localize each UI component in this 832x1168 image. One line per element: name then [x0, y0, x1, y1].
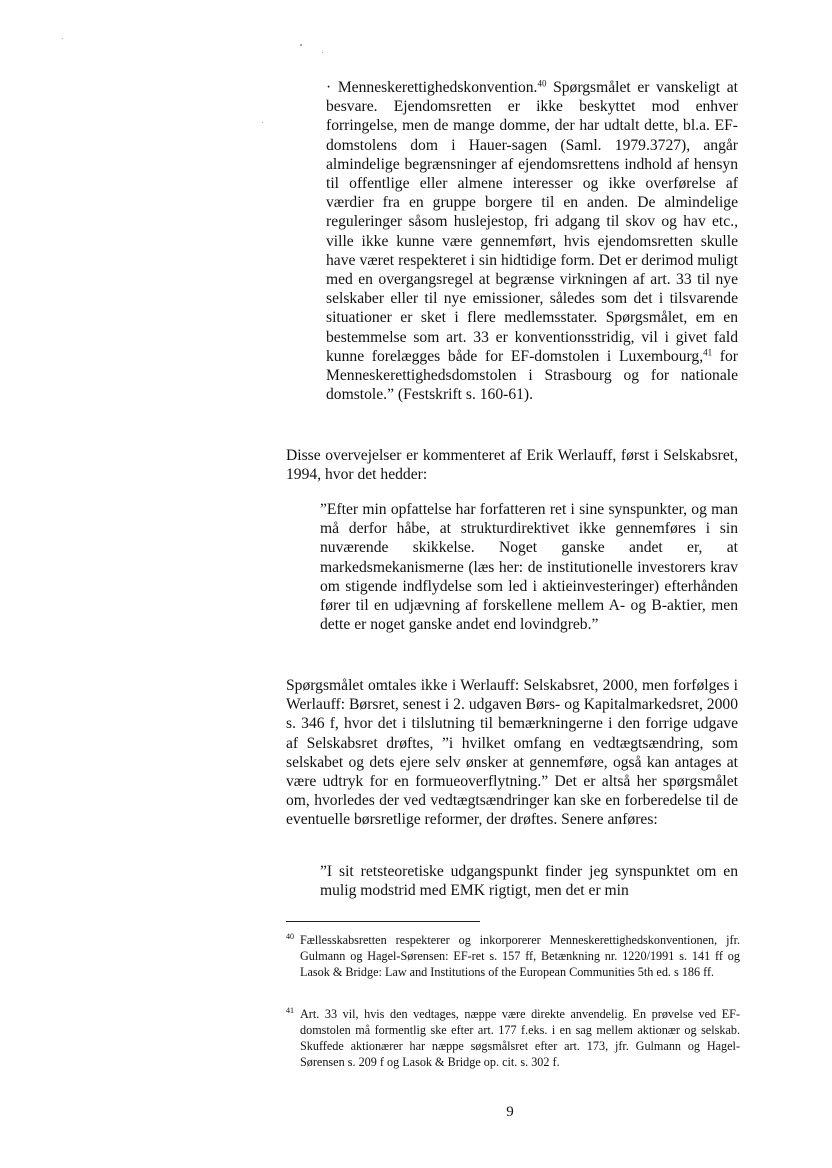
footnote-divider	[286, 921, 480, 922]
footnote-number: 40	[286, 932, 294, 941]
scan-speck	[262, 122, 263, 123]
page-number: 9	[506, 1104, 514, 1120]
block-quote-festskrift	[326, 78, 738, 404]
footnote-ref-40: 40	[537, 78, 547, 89]
scan-speck	[62, 38, 63, 39]
footnote-40	[286, 932, 740, 980]
block-quote-werlauff-selskabsret: ”Efter min opfattelse har forfatteren ret i sine synspunkter, og man må derfor håbe, at strukturdirektivet ikke gennemføres i sin nuværende skikkelse. Noget ganske andet er, at markedsmekanismerne (læs her: de institutionelle investorers krav om stigende indflydelse som led i aktieinvesteringer) efterhånden fører til en udjævning af forskellene mellem A- og B-aktier, men dette er noget ganske andet end lovindgreb.”	[320, 501, 738, 634]
footnote-text: Art. 33 vil, hvis den vedtages, næppe være direkte anvendelig. En prøvelse ved EF-domstolen må formentlig ske efter art. 177 f.eks. i en sag mellem aktionær og selskab. Skuffede aktionærer har næppe søgsmålsret efter art. 173, jfr. Gulmann og Hagel-Sørensen s. 209 f og Lasok & Bridge op. cit. s. 302 f.	[300, 1007, 740, 1069]
scan-speck	[300, 44, 302, 46]
footnote-number: 41	[286, 1006, 294, 1015]
quote-text-part2: Spørgsmålet er vanskeligt at besvare. Ejendomsretten er ikke beskyttet mod enhver forringelse, men de mange domme, der har udtalt dette, bl.a. EF-domstolens dom i Hauer-sagen (Saml. 1979.3727), angår almindelige begrænsninger af ejendomsrettens indhold af hensyn til offentlige eller almene interesser og ikke overførelse af værdier fra en gruppe borgere til en anden. De almindelige reguleringer såsom huslejestop, fri adgang til skov og hav etc., ville ikke kunne være gennemført, hvis ejendomsretten skulle have været respekteret i sin hidtidige form. Det er derimod muligt med en overgangsregel at begrænse virkningen af art. 33 til nye selskaber eller til nye emissioner, således som det i tilsvarende situationer er sket i flere medlemsstater. Spørgsmålet, em en bestemmelse som art. 33 er konventionsstridig, vil i givet fald kunne forelægges både for EF-domstolen i Luxembourg,	[326, 79, 738, 365]
block-quote-emk: ”I sit retsteoretiske udgangspunkt finder jeg synspunktet om en mulig modstrid med EMK rigtigt, men det er min	[320, 863, 738, 900]
paragraph-werlauff-intro: Disse overvejelser er kommenteret af Erik Werlauff, først i Selskabsret, 1994, hvor det hedder:	[286, 447, 738, 484]
quote-lead-mark: ·	[326, 79, 332, 96]
quote-text-part3: for Menneskerettighedsdomstolen i Strasbourg og for nationale domstole.” (Festskrift s. 160-61).	[326, 347, 738, 404]
footnote-ref-41: 41	[703, 347, 713, 358]
quote-text-part1: Menneskerettighedskonvention.	[337, 79, 538, 96]
footnote-text: Fællesskabsretten respekterer og inkorporerer Menneskerettighedskonventionen, jfr. Gulmann og Hagel-Sørensen: EF-ret s. 157 ff, Betænkning nr. 1220/1991 s. 141 ff og Lasok & Bridge: Law and Institutions of the European Communities 5th ed. s 186 ff.	[300, 933, 740, 979]
footnote-41	[286, 1006, 740, 1070]
scan-speck	[322, 52, 323, 53]
paragraph-werlauff-borsret: Spørgsmålet omtales ikke i Werlauff: Selskabsret, 2000, men forfølges i Werlauff: Børsret, senest i 2. udgaven Børs- og Kapitalmarkedsret, 2000 s. 346 f, hvor det i tilslutning til bemærkningerne i den forrige udgave af Selskabsret drøftes, ”i hvilket omfang en vedtægtsændring, som selskabet og dets ejere selv ønsker at gennemføre, også kan antages at være udtryk for en formueoverflytning.” Det er altså her spørgsmålet om, hvorledes der ved vedtægtsændringer kan ske en forberedelse til de eventuelle børsretlige reformer, der drøftes. Senere anføres:	[286, 677, 738, 829]
